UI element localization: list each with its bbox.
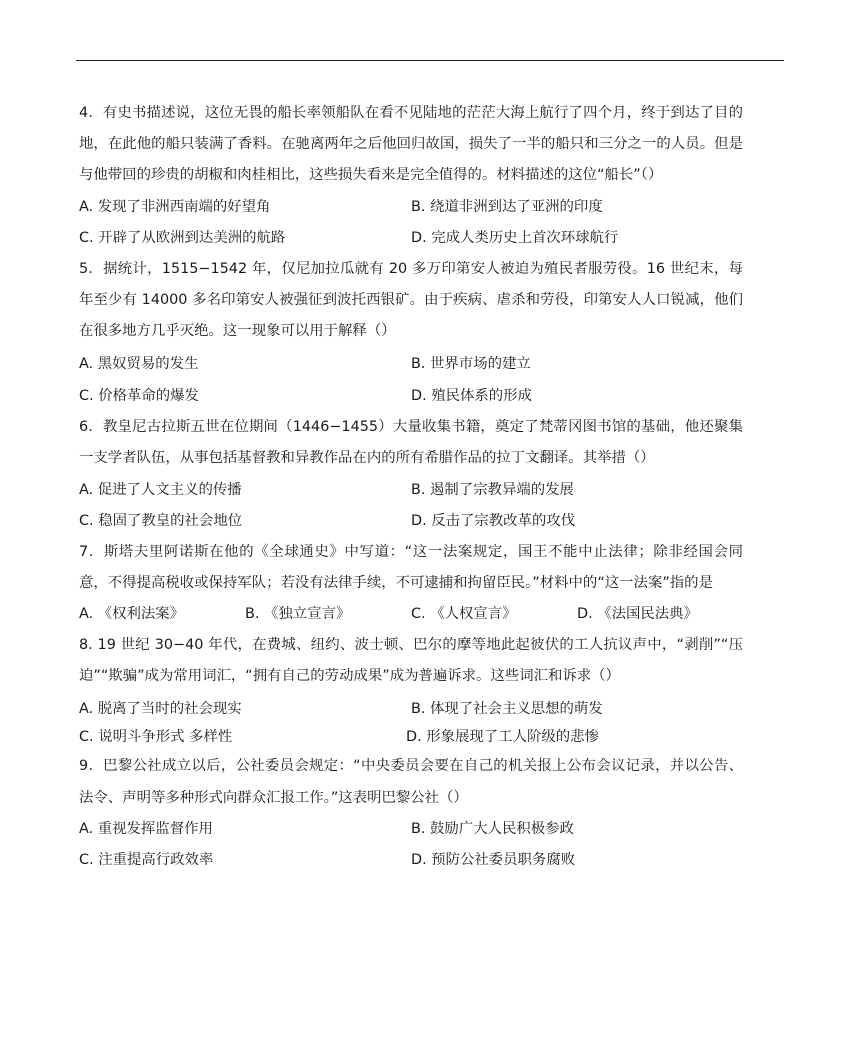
option-c[interactable]: C. 开辟了从欧洲到达美洲的航路 <box>79 229 286 246</box>
option-group <box>79 475 743 537</box>
option-b[interactable]: B. 体现了社会主义思想的萌发 <box>411 701 603 718</box>
option-d[interactable]: D. 反击了宗教改革的攻伐 <box>411 512 576 529</box>
option-a[interactable]: A. 《权利法案》 <box>79 606 185 623</box>
option-a[interactable]: A. 发现了非洲西南端的好望角 <box>79 198 271 215</box>
option-b[interactable]: B. 鼓励广大人民积极参政 <box>411 820 574 837</box>
option-a[interactable]: A. 脱离了当时的社会现实 <box>79 701 242 718</box>
question-stem: 8. 19 世纪 30−40 年代，在费城、纽约、波士顿、巴尔的摩等地此起彼伏的工人抗议声中，“剥削”“压迫”“欺骗”成为常用词汇，“拥有自己的劳动成果”成为普遍诉求。这些词汇和诉求（） <box>79 637 743 685</box>
question-stem: 4．有史书描述说，这位无畏的船长率领船队在看不见陆地的茫茫大海上航行了四个月，终于到达了目的地，在此他的船只装满了香料。在驰离两年之后他回归故国，损失了一半的船只和三分之一的人员。但是与他带回的珍贵的胡椒和肉桂相比，这些损失看来是完全值得的。材料描述的这位“船长”（） <box>79 105 743 184</box>
option-group <box>79 192 743 254</box>
question-6 <box>79 412 743 536</box>
option-group <box>79 695 743 751</box>
option-b[interactable]: B. 世界市场的建立 <box>411 356 531 373</box>
option-a[interactable]: A. 促进了人文主义的传播 <box>79 481 242 498</box>
question-stem: 7．斯塔夫里阿诺斯在他的《全球通史》中写道：“这一法案规定，国王不能中止法律；除非经国会同意，不得提高税收或保持军队；若没有法律手续，不可逮捕和拘留臣民。”材料中的“这一法案”指的是 <box>79 543 743 591</box>
option-group <box>79 599 743 630</box>
option-b[interactable]: B. 遏制了宗教异端的发展 <box>411 481 574 498</box>
option-d[interactable]: D. 殖民体系的形成 <box>411 388 532 405</box>
option-c[interactable]: C. 稳固了教皇的社会地位 <box>79 512 243 529</box>
option-d[interactable]: D. 《法国民法典》 <box>577 606 698 623</box>
question-stem: 9．巴黎公社成立以后，公社委员会规定：“中央委员会要在自己的机关报上公布会议记录，并以公告、法令、声明等多种形式向群众汇报工作。”这表明巴黎公社（） <box>79 758 743 806</box>
question-4 <box>79 98 743 254</box>
question-5 <box>79 254 743 413</box>
option-b[interactable]: B. 绕道非洲到达了亚洲的印度 <box>411 198 603 215</box>
option-d[interactable]: D. 形象展现了工人阶级的悲惨 <box>406 729 599 746</box>
option-c[interactable]: C. 说明斗争形式 多样性 <box>79 729 233 746</box>
option-c[interactable]: C. 《人权宣言》 <box>411 606 517 623</box>
header-rule <box>76 60 784 61</box>
option-c[interactable]: C. 注重提高行政效率 <box>79 851 214 868</box>
option-b[interactable]: B. 《独立宣言》 <box>245 606 351 623</box>
option-a[interactable]: A. 黑奴贸易的发生 <box>79 356 199 373</box>
option-a[interactable]: A. 重视发挥监督作用 <box>79 820 213 837</box>
option-d[interactable]: D. 完成人类历史上首次环球航行 <box>411 229 619 246</box>
question-7 <box>79 537 743 630</box>
question-list <box>79 98 743 876</box>
question-stem: 6．教皇尼古拉斯五世在位期间（1446−1455）大量收集书籍，奠定了梵蒂冈图书馆的基础，他还聚集一支学者队伍，从事包括基督教和异教作品在内的所有希腊作品的拉丁文翻译。其举措（） <box>79 419 743 467</box>
question-9 <box>79 751 743 875</box>
option-group <box>79 347 743 412</box>
question-stem: 5．据统计，1515−1542 年，仅尼加拉瓜就有 20 多万印第安人被迫为殖民者服劳役。16 世纪末，每年至少有 14000 多名印第安人被强征到波托西银矿。由于疾病、虐杀和劳役，印第安人人口锐减，他们在很多地方几乎灭绝。这一现象可以用于解释（） <box>79 260 743 340</box>
option-group <box>79 814 743 876</box>
question-8 <box>79 630 743 751</box>
option-c[interactable]: C. 价格革命的爆发 <box>79 388 199 405</box>
option-d[interactable]: D. 预防公社委员职务腐败 <box>411 851 576 868</box>
